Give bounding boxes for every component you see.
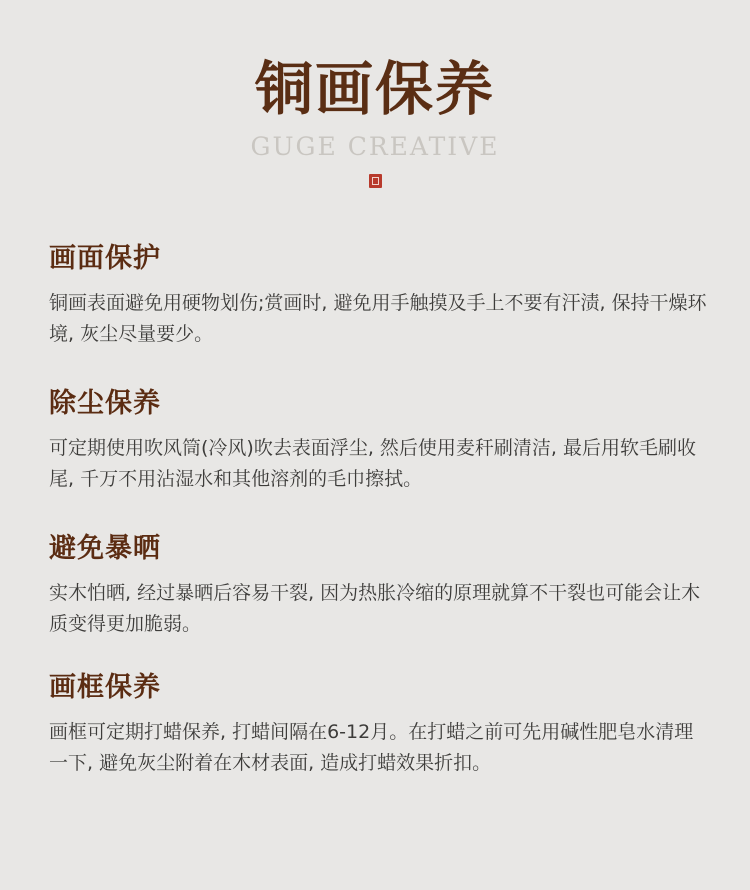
seal-stamp-icon [369,174,382,188]
section-body: 实木怕晒, 经过暴晒后容易干裂, 因为热胀冷缩的原理就算不干裂也可能会让木质变得更加脆弱。 [49,582,701,635]
page-title: 铜画保养 [254,55,495,123]
section-body: 可定期使用吹风筒(冷风)吹去表面浮尘, 然后使用麦秆刷清洁, 最后用软毛刷收尾, 千万不用沾湿水和其他溶剂的毛巾擦拭。 [49,437,696,490]
brand-subtitle: GUGE CREATIVE [250,132,500,161]
section-frame-care [49,671,711,779]
section-body: 画框可定期打蜡保养, 打蜡间隔在6-12月。在打蜡之前可先用碱性肥皂水清理一下, 避免灰尘附着在木材表面, 造成打蜡效果折扣。 [49,721,694,774]
section-title: 除尘保养 [49,388,161,419]
section-avoid-sun [49,532,711,640]
section-dust-care [49,387,711,495]
page-header [0,52,750,188]
section-body: 铜画表面避免用硬物划伤;赏画时, 避免用手触摸及手上不要有汗渍, 保持干燥环境, 灰尘尽量要少。 [49,292,707,345]
section-title: 画框保养 [49,672,161,703]
section-title: 画面保护 [49,243,161,274]
section-picture-protection [49,242,711,350]
section-title: 避免暴晒 [49,533,161,564]
